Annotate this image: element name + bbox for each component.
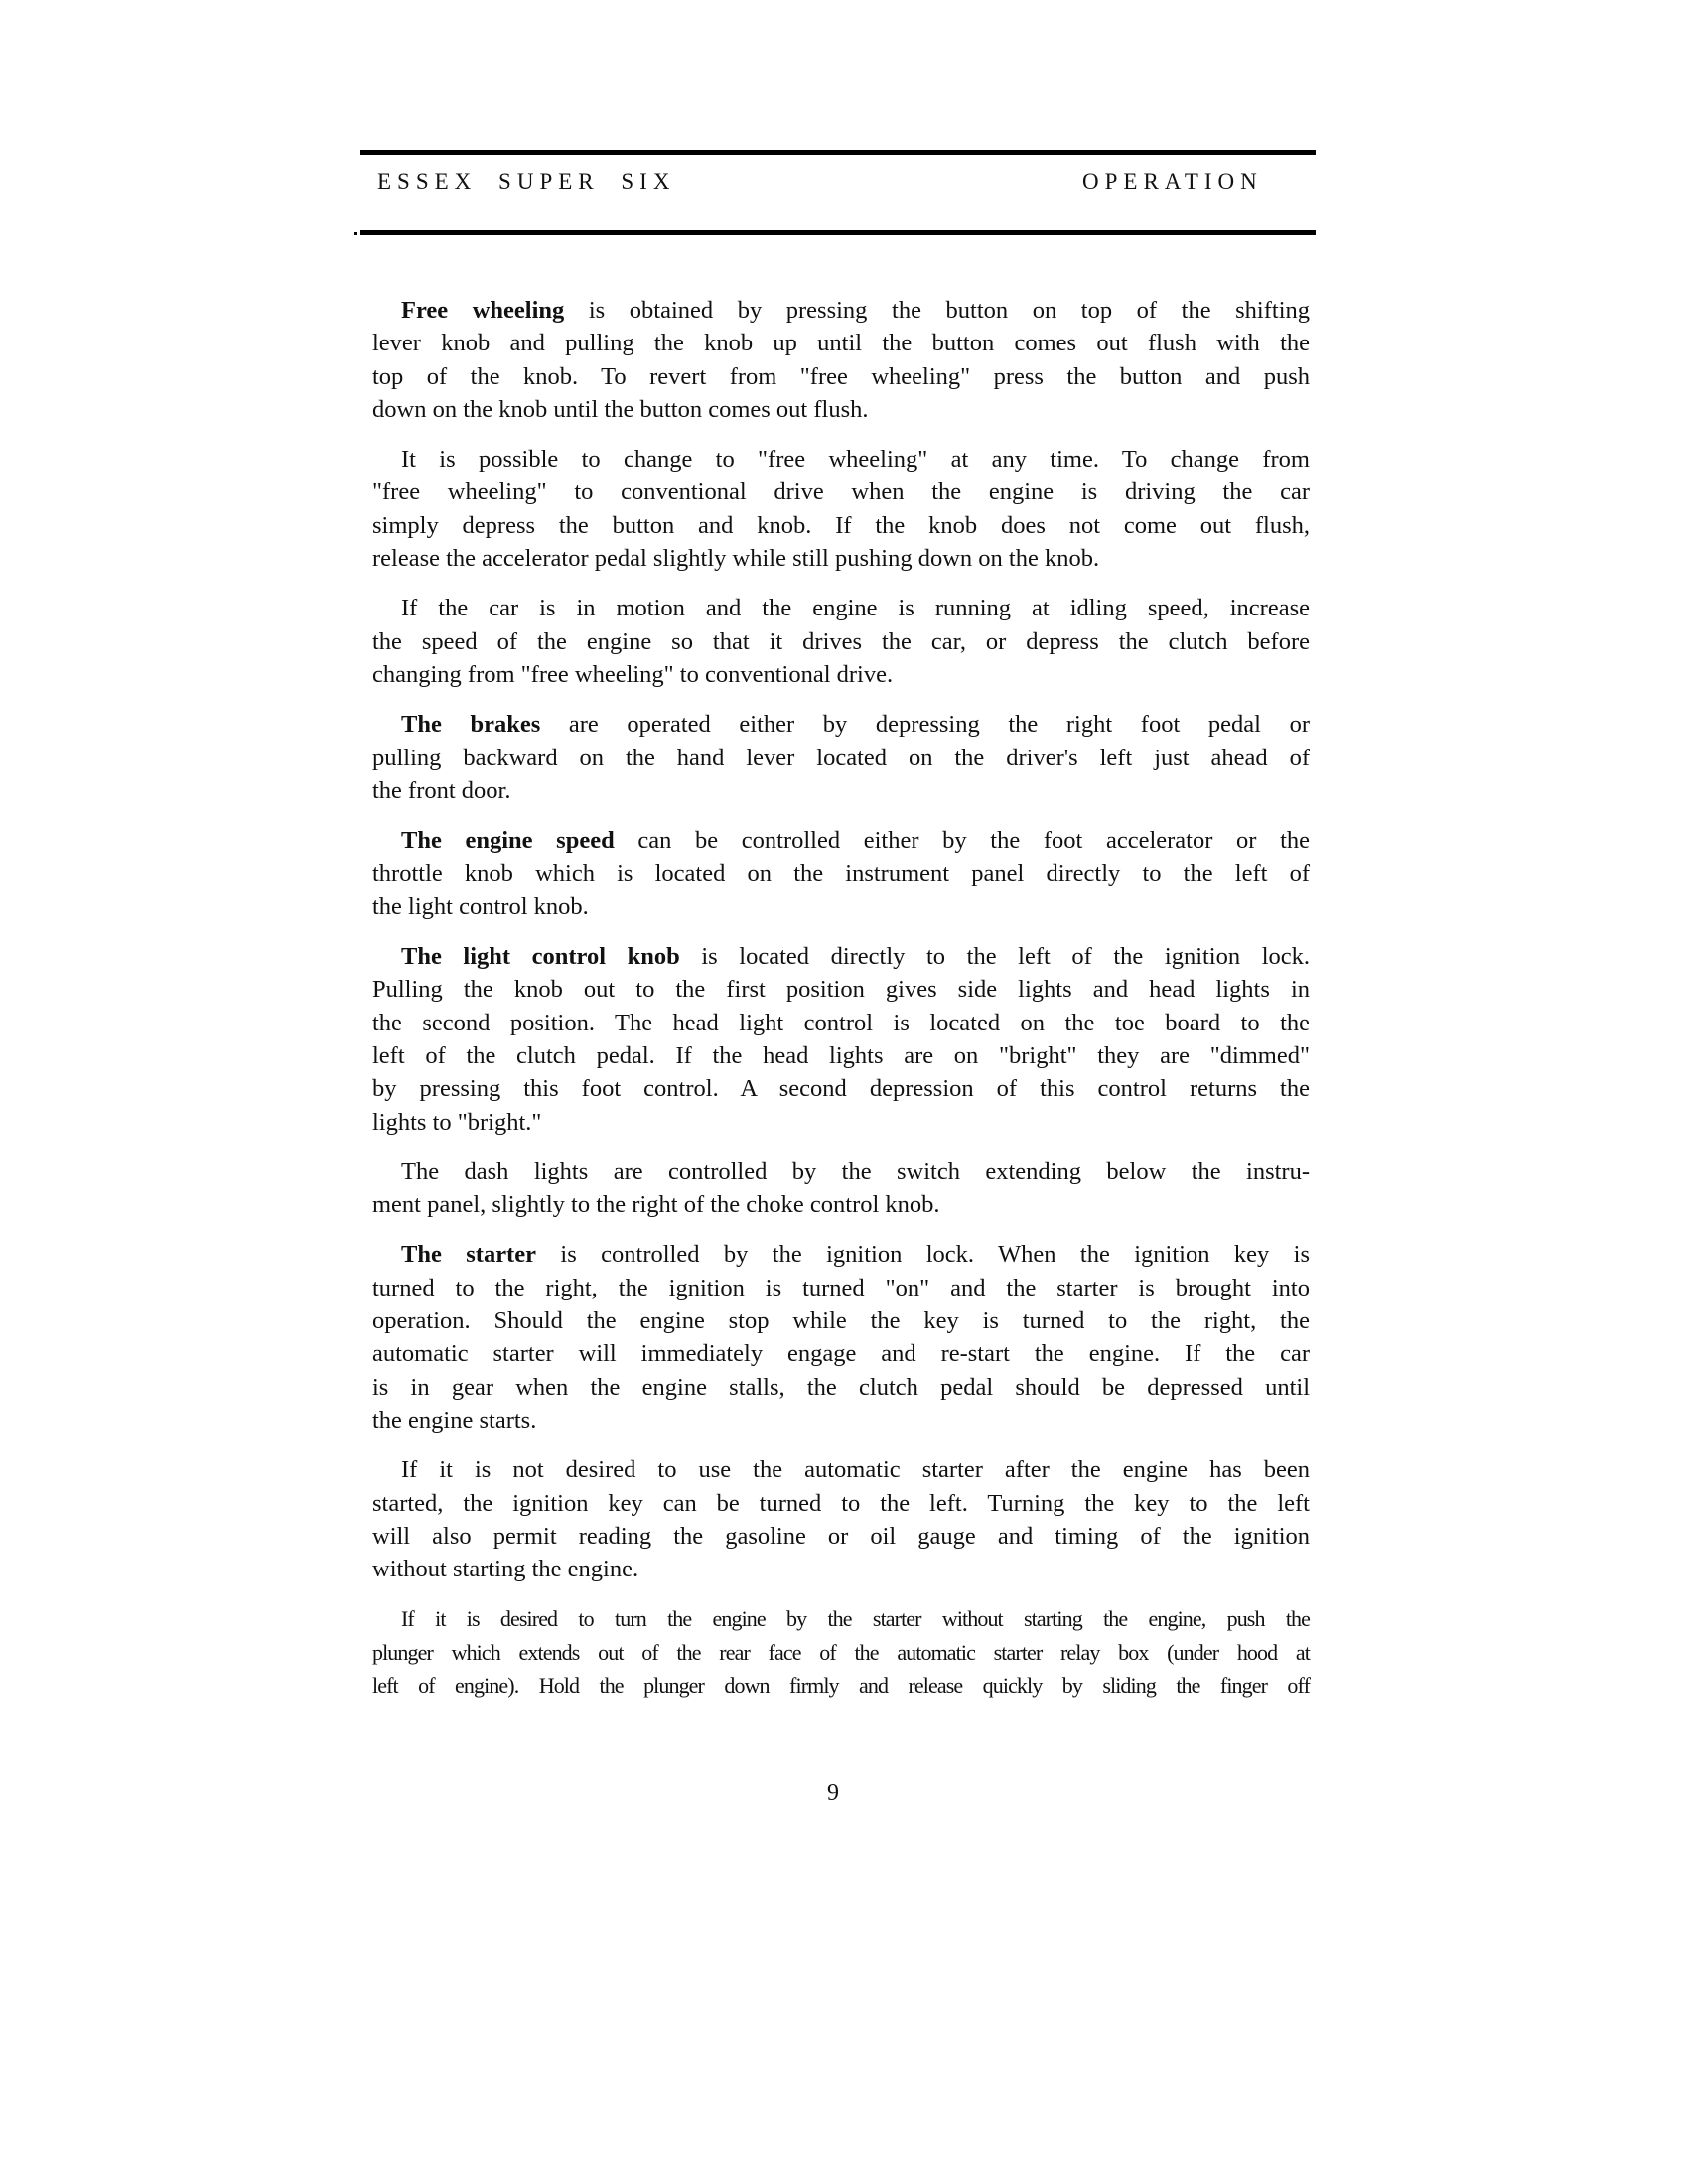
paragraph xyxy=(372,708,1310,807)
body-text xyxy=(372,294,1310,1718)
text-line-content: will also permit reading the gasoline or oil gauge and timing of the ignition xyxy=(372,1522,1310,1550)
text-line xyxy=(372,542,1310,575)
text-line-content: operation. Should the engine stop while the key is turned to the right, the xyxy=(372,1307,1310,1335)
text-line-content: It is possible to change to "free wheeling" at any time. To change from xyxy=(401,446,1310,474)
text-line-content: the light control knob. xyxy=(372,892,589,920)
text-line-content: pulling backward on the hand lever located on the driver's left just ahead of xyxy=(372,744,1310,771)
text-line xyxy=(372,1553,1310,1585)
text-line-content: "free wheeling" to conventional drive when the engine is driving the car xyxy=(372,478,1310,506)
text-line xyxy=(372,1404,1310,1436)
text-line xyxy=(372,1520,1310,1553)
text-line xyxy=(372,1304,1310,1337)
paragraph-lead: The light control knob xyxy=(401,943,680,971)
text-line xyxy=(372,824,1310,857)
text-line-content: If it is not desired to use the automatic starter after the engine has been xyxy=(401,1456,1310,1484)
text-line xyxy=(372,1188,1310,1221)
header-top-rule xyxy=(360,150,1316,155)
paragraph xyxy=(372,443,1310,575)
text-line-content: the second position. The head light control is located on the toe board to the xyxy=(372,1009,1310,1036)
text-line-content: without starting the engine. xyxy=(372,1556,639,1583)
text-line-content: is in gear when the engine stalls, the clutch pedal should be depressed until xyxy=(372,1373,1310,1401)
text-line xyxy=(372,393,1310,426)
text-line-content: ment panel, slightly to the right of the choke control knob. xyxy=(372,1191,940,1219)
text-line-content: top of the knob. To revert from "free wheeling" press the button and push xyxy=(372,362,1310,390)
text-line xyxy=(372,940,1310,973)
text-line-content: lights to "bright." xyxy=(372,1108,542,1136)
paragraph xyxy=(372,824,1310,923)
paragraph xyxy=(372,1156,1310,1222)
text-line-content: If it is desired to turn the engine by the starter without starting the engine, push the xyxy=(401,1606,1310,1632)
text-line xyxy=(372,1039,1310,1072)
text-line-content: simply depress the button and knob. If the knob does not come out flush, xyxy=(372,511,1310,539)
running-header-title: ESSEX SUPER SIX xyxy=(377,169,676,194)
text-line xyxy=(372,774,1310,807)
text-line-content: by pressing this foot control. A second depression of this control returns the xyxy=(372,1075,1310,1103)
text-line-content: is controlled by the ignition lock. When the ignition key is xyxy=(535,1241,1310,1269)
text-line xyxy=(372,1636,1310,1669)
text-line-content: the speed of the engine so that it drives the car, or depress the clutch before xyxy=(372,627,1310,655)
text-line-content: left of the clutch pedal. If the head lights are on "bright" they are "dimmed" xyxy=(372,1041,1310,1069)
text-line xyxy=(372,360,1310,393)
paragraph xyxy=(372,592,1310,691)
paragraph-lead: The engine speed xyxy=(401,827,615,855)
running-header-section: OPERATION xyxy=(1082,169,1263,194)
page-number xyxy=(0,1777,1688,1809)
text-line xyxy=(372,1453,1310,1486)
text-line xyxy=(372,1238,1310,1271)
text-line-content: plunger which extends out of the rear face of the automatic starter relay box (under hood at xyxy=(372,1639,1310,1665)
text-line-content: changing from "free wheeling" to conventional drive. xyxy=(372,660,894,688)
text-line-content: down on the knob until the button comes out flush. xyxy=(372,395,869,423)
paragraph xyxy=(372,940,1310,1139)
text-line-content: started, the ignition key can be turned to the left. Turning the key to the left xyxy=(372,1489,1310,1517)
text-line xyxy=(372,476,1310,508)
text-line xyxy=(372,1072,1310,1105)
page-number-text: 9 xyxy=(827,1780,839,1806)
text-line xyxy=(372,1371,1310,1404)
paragraph-lead: The starter xyxy=(401,1241,536,1269)
paragraph xyxy=(372,1453,1310,1585)
text-line-content: automatic starter will immediately engage and re-start the engine. If the car xyxy=(372,1340,1310,1368)
text-line xyxy=(372,890,1310,923)
paragraph xyxy=(372,1602,1310,1702)
text-line-content: can be controlled either by the foot accelerator or the xyxy=(614,827,1310,855)
text-line xyxy=(372,658,1310,691)
text-line-content: release the accelerator pedal slightly while still pushing down on the knob. xyxy=(372,545,1100,573)
paragraph-lead: The brakes xyxy=(401,711,541,739)
text-line-content: Pulling the knob out to the first position gives side lights and head lights in xyxy=(372,976,1310,1004)
text-line xyxy=(372,625,1310,658)
paragraph-lead: Free wheeling xyxy=(401,297,565,324)
text-line xyxy=(372,1602,1310,1635)
text-line xyxy=(372,857,1310,889)
text-line xyxy=(372,1669,1310,1702)
text-line-content: turned to the right, the ignition is turned "on" and the starter is brought into xyxy=(372,1274,1310,1301)
text-line-content: The dash lights are controlled by the switch extending below the instru- xyxy=(401,1158,1310,1185)
text-line-content: throttle knob which is located on the instrument panel directly to the left of xyxy=(372,860,1310,887)
text-line xyxy=(372,1156,1310,1188)
text-line xyxy=(372,1106,1310,1139)
text-line xyxy=(372,1272,1310,1304)
text-line-content: are operated either by depressing the right foot pedal or xyxy=(540,711,1310,739)
text-line-content: lever knob and pulling the knob up until the button comes out flush with the xyxy=(372,330,1310,357)
header-bottom-rule xyxy=(360,230,1316,235)
text-line xyxy=(372,708,1310,741)
text-line-content: is located directly to the left of the ignition lock. xyxy=(679,943,1310,971)
text-line-content: the front door. xyxy=(372,776,511,804)
text-line xyxy=(372,1337,1310,1370)
text-line xyxy=(372,294,1310,327)
text-line xyxy=(372,443,1310,476)
text-line xyxy=(372,1487,1310,1520)
text-line xyxy=(372,327,1310,359)
paragraph xyxy=(372,1238,1310,1436)
text-line xyxy=(372,509,1310,542)
text-line-content: the engine starts. xyxy=(372,1406,537,1433)
rule-mark xyxy=(354,232,357,235)
text-line xyxy=(372,973,1310,1006)
text-line-content: left of engine). Hold the plunger down firmly and release quickly by sliding the finger off xyxy=(372,1672,1310,1698)
text-line-content: If the car is in motion and the engine is running at idling speed, increase xyxy=(401,595,1310,622)
text-line xyxy=(372,742,1310,774)
text-line xyxy=(372,1007,1310,1039)
paragraph xyxy=(372,294,1310,426)
text-line-content: is obtained by pressing the button on top of the shifting xyxy=(564,297,1311,324)
text-line xyxy=(372,592,1310,624)
